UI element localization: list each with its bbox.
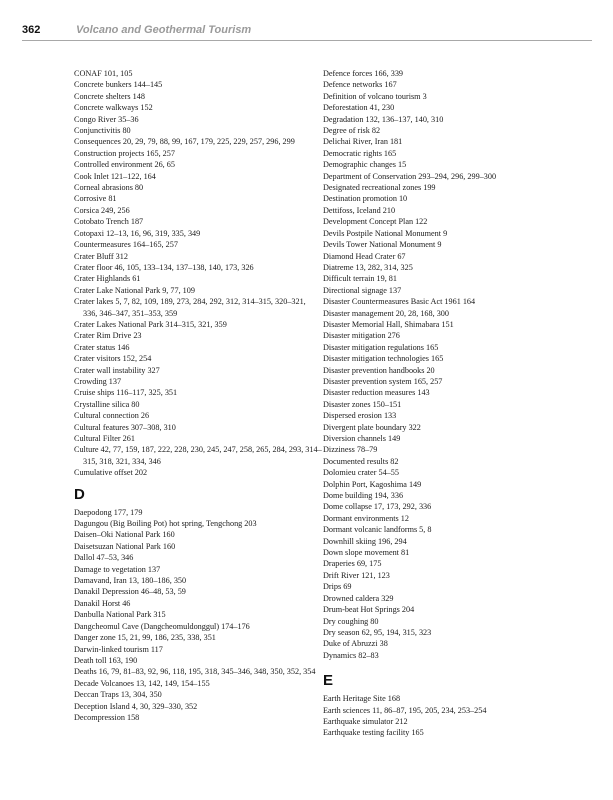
section-letter-d: D (74, 485, 85, 503)
index-entry: Crater Rim Drive 23 (74, 331, 142, 341)
index-entry: Daepodong 177, 179 (74, 507, 143, 517)
index-entry: Dormant volcanic landforms 5, 8 (323, 525, 432, 535)
index-entry: Designated recreational zones 199 (323, 183, 436, 193)
index-entry: Dome collapse 17, 173, 292, 336 (323, 502, 432, 512)
index-entry: Cultural features 307–308, 310 (74, 422, 176, 432)
index-entry: Dallol 47–53, 346 (74, 553, 134, 563)
index-entry: Drift River 121, 123 (323, 570, 390, 580)
index-entry: Controlled environment 26, 65 (74, 160, 175, 170)
index-entry: Consequences 20, 29, 79, 88, 99, 167, 179, 225, 229, 257, 296, 299 (74, 137, 295, 147)
index-list-c (74, 68, 322, 479)
index-entry: Conjunctivitis 80 (74, 126, 131, 136)
index-entry: Dolomieu crater 54–55 (323, 468, 399, 478)
index-entry: Damavand, Iran 13, 180–186, 350 (74, 576, 187, 586)
index-entry: Cook Inlet 121–122, 164 (74, 171, 156, 181)
index-entry: Dome building 194, 336 (323, 491, 404, 501)
index-entry: Documented results 82 (323, 456, 399, 466)
index-entry: CONAF 101, 105 (74, 69, 133, 78)
index-entry: Cultural connection 26 (74, 411, 150, 421)
section-letter-e: E (323, 672, 334, 690)
index-entry: Daisetsuzan National Park 160 (74, 541, 176, 551)
index-entry: Death toll 163, 190 (74, 655, 138, 665)
index-entry: Department of Conservation 293–294, 296, 299–300 (323, 171, 497, 181)
index-entry: Disaster mitigation regulations 165 (323, 342, 439, 352)
index-list-d (74, 507, 322, 724)
index-entry: Crater Highlands 61 (74, 274, 141, 284)
index-entry: Deception Island 4, 30, 329–330, 352 (74, 701, 198, 711)
index-entry: Disaster reduction measures 143 (323, 388, 430, 398)
index-entry: Demographic changes 15 (323, 160, 407, 170)
index-entry: Cruise ships 116–117, 325, 351 (74, 388, 178, 398)
index-column-right (323, 68, 571, 739)
index-entry: Deccan Traps 13, 304, 350 (74, 690, 162, 700)
index-entry: Concrete bunkers 144–145 (74, 80, 163, 90)
index-entry: Degradation 132, 136–137, 140, 310 (323, 114, 444, 124)
index-entry: Earthquake simulator 212 (323, 716, 408, 726)
index-entry: Democratic rights 165 (323, 148, 397, 158)
index-entry: Congo River 35–36 (74, 114, 139, 124)
index-entry: Delichai River, Iran 181 (323, 137, 403, 147)
index-entry: Concrete shelters 148 (74, 91, 145, 101)
index-entry: Crater status 146 (74, 342, 130, 352)
index-column-left (74, 68, 322, 723)
index-entry: Crowding 137 (74, 376, 122, 386)
index-entry: Damage to vegetation 137 (74, 564, 161, 574)
index-entry: Cotobato Trench 187 (74, 217, 144, 227)
index-entry: Diversion channels 149 (323, 434, 401, 443)
index-entry: Degree of risk 82 (323, 126, 381, 136)
running-title: Volcano and Geothermal Tourism (76, 24, 252, 36)
index-entry: Devils Tower National Monument 9 (323, 240, 442, 250)
index-entry: Development Concept Plan 122 (323, 217, 428, 227)
index-entry: Danger zone 15, 21, 99, 186, 235, 338, 351 (74, 633, 216, 643)
index-entry: Countermeasures 164–165, 257 (74, 240, 178, 250)
index-entry: Crystalline silica 80 (74, 399, 140, 409)
index-entry: Dettifoss, Iceland 210 (323, 205, 396, 215)
index-entry: Danakil Horst 46 (74, 598, 131, 608)
index-entry: Crater Bluff 312 (74, 251, 128, 261)
index-entry: Cumulative offset 202 (74, 468, 148, 478)
header-rule (22, 40, 592, 41)
index-entry: Draperies 69, 175 (323, 559, 382, 569)
index-entry: Danakil Depression 46–48, 53, 59 (74, 587, 186, 597)
index-entry: Decade Volcanoes 13, 142, 149, 154–155 (74, 678, 210, 688)
index-entry: Earthquake testing facility 165 (323, 728, 424, 738)
index-entry: Disaster Countermeasures Basic Act 1961 164 (323, 297, 476, 307)
index-entry: Crater wall instability 327 (74, 365, 160, 375)
index-entry: Divergent plate boundary 322 (323, 422, 421, 432)
index-entry: Corsica 249, 256 (74, 205, 130, 215)
index-entry: Deaths 16, 79, 81–83, 92, 96, 118, 195, 318, 345–346, 348, 350, 352, 354 (74, 667, 316, 677)
index-entry: Dry season 62, 95, 194, 315, 323 (323, 627, 432, 637)
index-entry: Devils Postpile National Monument 9 (323, 228, 448, 238)
index-entry: Crater floor 46, 105, 133–134, 137–138, 140, 173, 326 (74, 262, 254, 272)
index-entry: Crater Lake National Park 9, 77, 109 (74, 285, 195, 295)
index-entry: Diamond Head Crater 67 (323, 251, 406, 261)
index-entry: Drips 69 (323, 582, 352, 592)
index-entry: Disaster prevention handbooks 20 (323, 365, 435, 375)
index-entry: Definition of volcano tourism 3 (323, 91, 427, 101)
index-entry: Disaster mitigation technologies 165 (323, 354, 444, 364)
index-entry: Dry coughing 80 (323, 616, 379, 626)
index-entry: Concrete walkways 152 (74, 103, 153, 113)
index-entry: Downhill skiing 196, 294 (323, 536, 407, 546)
index-entry: Earth sciences 11, 86–87, 195, 205, 234, 253–254 (323, 705, 487, 715)
index-entry: Drum-beat Hot Springs 204 (323, 605, 415, 615)
index-entry: Disaster Memorial Hall, Shimabara 151 (323, 319, 454, 329)
index-entry: Down slope movement 81 (323, 548, 410, 558)
index-entry: Defence networks 167 (323, 80, 397, 90)
index-entry: Crater visitors 152, 254 (74, 354, 152, 364)
page-header (22, 24, 592, 48)
index-entry: Dagungou (Big Boiling Pot) hot spring, Tengchong 203 (74, 519, 257, 529)
index-entry: Darwin-linked tourism 117 (74, 644, 163, 654)
index-entry: Directional signage 137 (323, 285, 402, 295)
index-entry: Disaster zones 150–151 (323, 399, 402, 409)
index-entry: Earth Heritage Site 168 (323, 694, 401, 704)
index-entry: Difficult terrain 19, 81 (323, 274, 397, 284)
index-entry: Dizziness 78–79 (323, 445, 378, 455)
index-entry: Danbulla National Park 315 (74, 610, 166, 620)
index-entry: Daisen–Oki National Park 160 (74, 530, 175, 540)
index-list-d-continued (323, 68, 571, 661)
index-entry: Dangcheomul Cave (Dangcheomuldonggul) 174–176 (74, 621, 250, 631)
index-entry: Destination promotion 10 (323, 194, 408, 204)
index-entry: Dispersed erosion 133 (323, 411, 397, 421)
index-entry: Duke of Abruzzi 38 (323, 639, 388, 649)
index-entry: Disaster mitigation 276 (323, 331, 400, 341)
index-entry: Crater Lakes National Park 314–315, 321, 359 (74, 319, 227, 329)
index-entry: Construction projects 165, 257 (74, 148, 175, 158)
index-entry: Crater lakes 5, 7, 82, 109, 189, 273, 284, 292, 312, 314–315, 320–321, 336, 346–347, 351–353, 359 (74, 297, 306, 318)
index-entry: Dynamics 82–83 (323, 650, 379, 660)
index-entry: Disaster prevention system 165, 257 (323, 376, 443, 386)
index-entry: Decompression 158 (74, 712, 140, 722)
index-entry: Corrosive 81 (74, 194, 117, 204)
index-entry: Deforestation 41, 230 (323, 103, 395, 113)
index-entry: Drowned caldera 329 (323, 593, 394, 603)
index-entry: Diatreme 13, 282, 314, 325 (323, 262, 413, 272)
index-entry: Cultural Filter 261 (74, 434, 135, 443)
index-list-e (323, 693, 571, 739)
index-entry: Defence forces 166, 339 (323, 69, 404, 78)
index-entry: Cotopaxi 12–13, 16, 96, 319, 335, 349 (74, 228, 201, 238)
index-entry: Corneal abrasions 80 (74, 183, 144, 193)
index-entry: Dormant environments 12 (323, 513, 409, 523)
index-entry: Dolphin Port, Kagoshima 149 (323, 479, 422, 489)
page-number: 362 (22, 24, 41, 36)
index-entry: Disaster management 20, 28, 168, 300 (323, 308, 449, 318)
index-entry: Culture 42, 77, 159, 187, 222, 228, 230, 245, 247, 258, 265, 284, 293, 314–315, 318, 321, 334, 346 (74, 445, 322, 466)
